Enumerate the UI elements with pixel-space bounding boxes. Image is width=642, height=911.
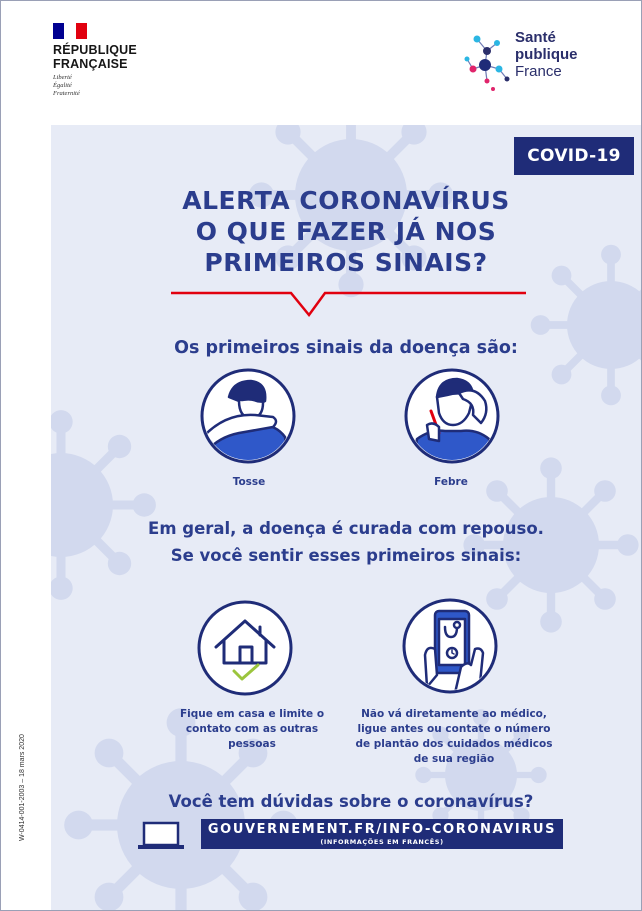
headline-line-3: PRIMEIROS SINAIS?: [204, 248, 488, 277]
document-reference: W-0414-001-2003 – 18 mars 2020: [19, 734, 26, 841]
french-flag-icon: [53, 23, 87, 39]
symptom-label-fever: Febre: [434, 476, 468, 488]
advice-line-2: Se você sentir esses primeiros sinais:: [170, 546, 522, 565]
house-icon: [196, 599, 294, 697]
republique-francaise-logo: [53, 23, 137, 98]
headline-line-2: O QUE FAZER JÁ NOS: [195, 217, 497, 246]
sante-publique-network-icon: [463, 29, 515, 99]
fever-icon: [403, 367, 501, 465]
footer-question: Você tem dúvidas sobre o coronavírus?: [168, 792, 534, 811]
cough-icon: [199, 367, 297, 465]
speech-bubble-underline: [171, 289, 526, 321]
headline-line-1: ALERTA CORONAVÍRUS: [182, 186, 510, 215]
phone-icon: [401, 597, 499, 695]
website-url-note: (INFORMAÇÕES EM FRANCÊS): [320, 838, 444, 846]
headline: [131, 185, 561, 278]
laptop-icon: [136, 821, 186, 851]
sante-publique-france-logo: [463, 29, 603, 99]
advice-label-call-doctor: Não vá diretamente ao médico, ligue antes ou contate o número de plantão dos cuidados médicos de sua região: [355, 708, 553, 765]
symptoms-title: Os primeiros sinais da doença são:: [174, 338, 518, 358]
sante-publique-france-name: Santé publique France: [515, 29, 578, 80]
advice-label-stay-home: Fique em casa e limite o contato com as outras pessoas: [179, 708, 325, 750]
advice-line-1: Em geral, a doença é curada com repouso.: [148, 519, 544, 538]
advice-title: [101, 515, 591, 569]
info-website-link[interactable]: [201, 819, 563, 849]
republique-francaise-name: RÉPUBLIQUE FRANÇAISE: [53, 43, 137, 71]
covid-19-tag: COVID-19: [514, 137, 634, 175]
website-url: GOUVERNEMENT.FR/INFO-CORONAVIRUS: [207, 822, 557, 837]
republique-motto: Liberté Égalité Fraternité: [53, 74, 80, 97]
symptom-label-cough: Tosse: [232, 476, 266, 488]
